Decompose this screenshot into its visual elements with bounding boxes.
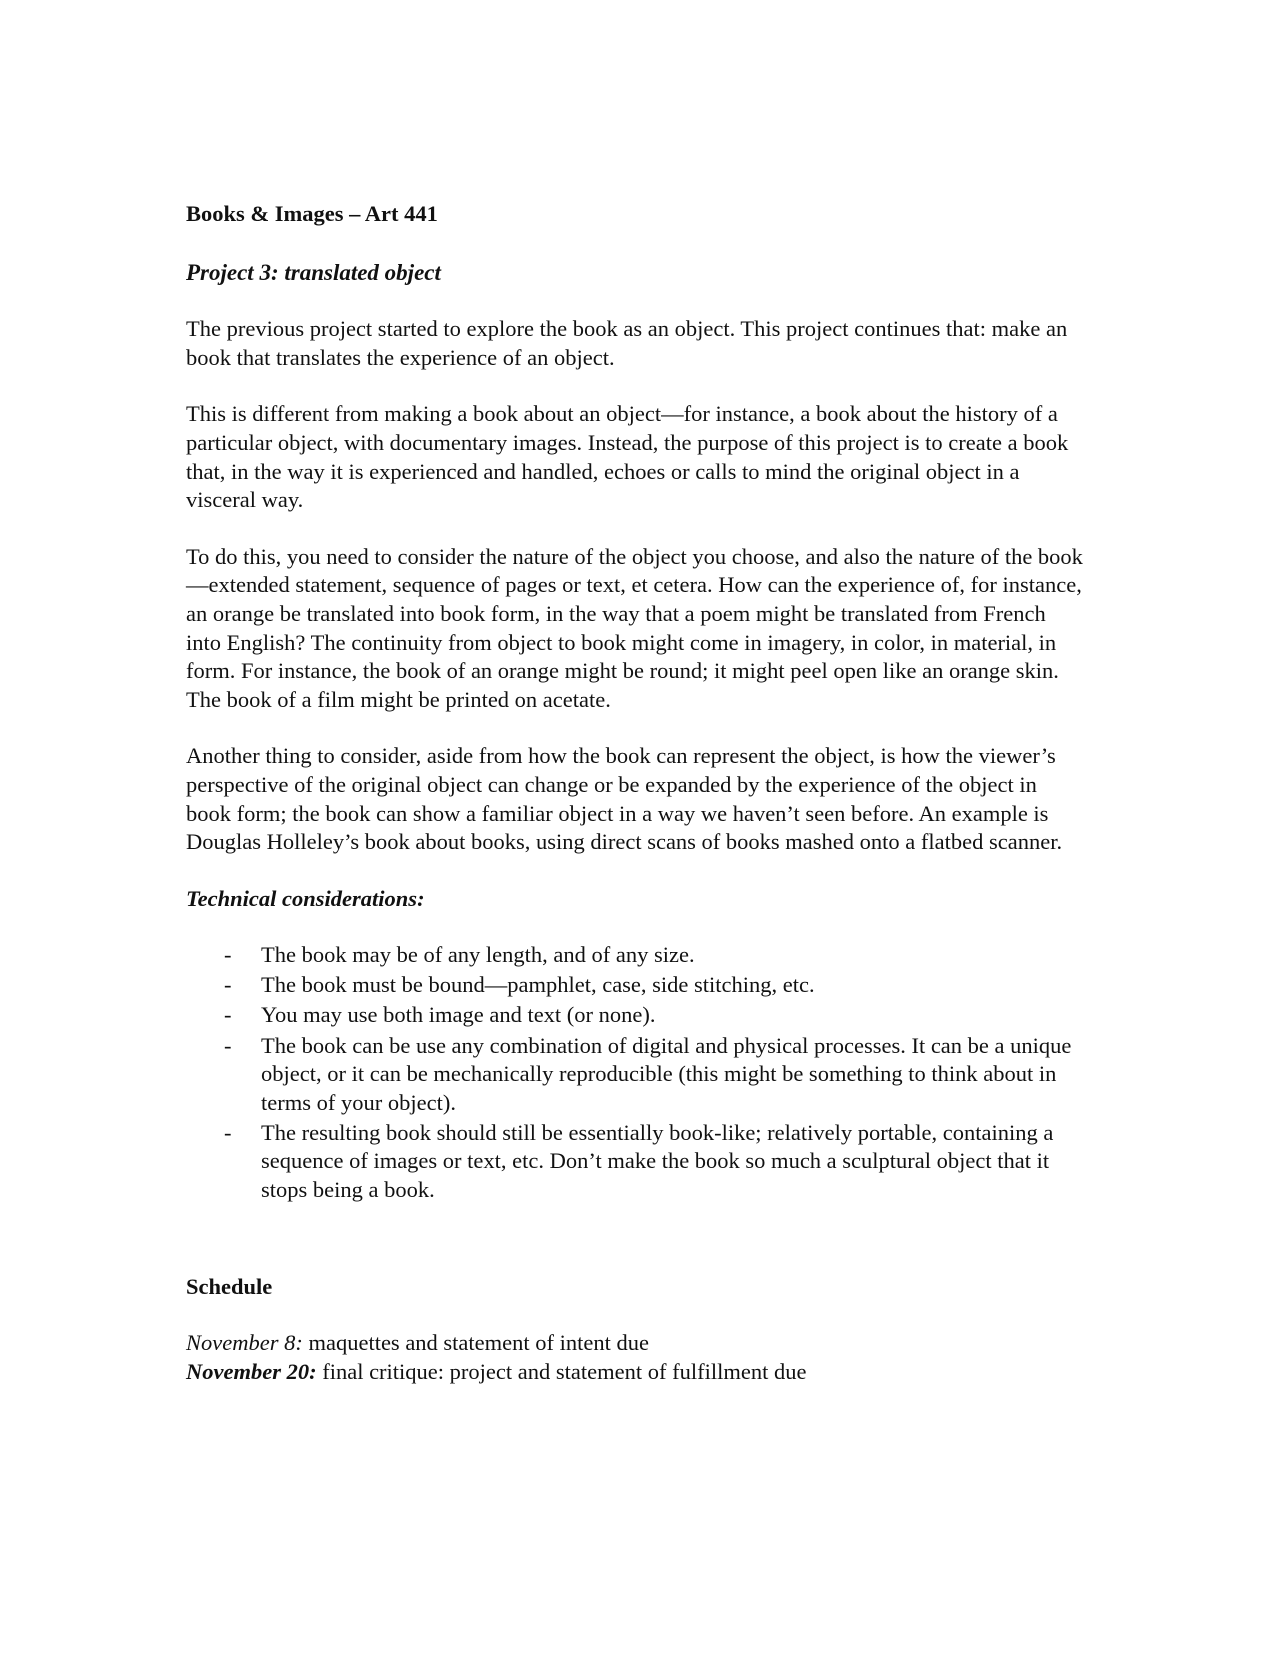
paragraph-nature: To do this, you need to consider the nature of the object you choose, and also the nature of the book—extended statement, sequence of pages or text, et cetera. How can the experience of, for instance, an orange be translated into book form, in the way that a poem might be translated from French into English? The continuity from object to book might come in imagery, in color, in material, in form. For instance, the book of an orange might be round; it might peel open like an orange skin. The book of a film might be printed on acetate. [186,543,1083,712]
schedule-heading: Schedule [186,1273,273,1299]
list-item-text: The book may be of any length, and of any size. [261,942,695,968]
list-item [186,1032,1086,1118]
schedule-row [186,1358,1086,1387]
schedule-text: final critique: project and statement of fulfillment due [316,1358,807,1384]
paragraph-perspective: Another thing to consider, aside from how the book can represent the object, is how the viewer’s perspective of the original object can change or be expanded by the experience of the object in book form; the book can show a familiar object in a way we haven’t seen before. An example is Douglas Holleley’s book about books, using direct scans of books mashed onto a flatbed scanner. [186,743,1063,855]
document-page [186,200,1086,1386]
schedule-text: maquettes and statement of intent due [302,1330,649,1356]
list-item-text: The book can be use any combination of digital and physical processes. It can be a unique object, or it can be mechanically reproducible (this might be something to think about in terms of your object). [261,1032,1072,1115]
bullet-dash: - [224,1002,232,1028]
course-title: Books & Images – Art 441 [186,201,438,226]
list-item [186,1119,1086,1205]
bullet-dash: - [224,1119,232,1145]
technical-heading: Technical considerations: [186,885,425,911]
list-item [186,1001,1086,1030]
schedule-date: November 20: [186,1358,317,1384]
bullet-dash: - [224,1032,232,1058]
schedule-row [186,1329,1086,1358]
bullet-dash: - [224,972,232,998]
project-title: Project 3: translated object [186,259,441,285]
paragraph-intro: The previous project started to explore the book as an object. This project continues that: make an book that translates the experience of an object. [186,316,1068,370]
technical-list [186,941,1086,1204]
list-item-text: The book must be bound—pamphlet, case, side stitching, etc. [261,972,815,998]
list-item [186,941,1086,970]
bullet-dash: - [224,942,232,968]
schedule-date: November 8: [186,1330,303,1356]
list-item-text: You may use both image and text (or none). [261,1002,656,1028]
paragraph-difference: This is different from making a book about an object—for instance, a book about the history of a particular object, with documentary images. Instead, the purpose of this project is to create a book that, in the way it is experienced and handled, echoes or calls to mind the original object in a visceral way. [186,401,1069,513]
list-item [186,971,1086,1000]
list-item-text: The resulting book should still be essentially book-like; relatively portable, containing a sequence of images or text, etc. Don’t make the book so much a sculptural object that it stops being a book. [261,1119,1054,1203]
